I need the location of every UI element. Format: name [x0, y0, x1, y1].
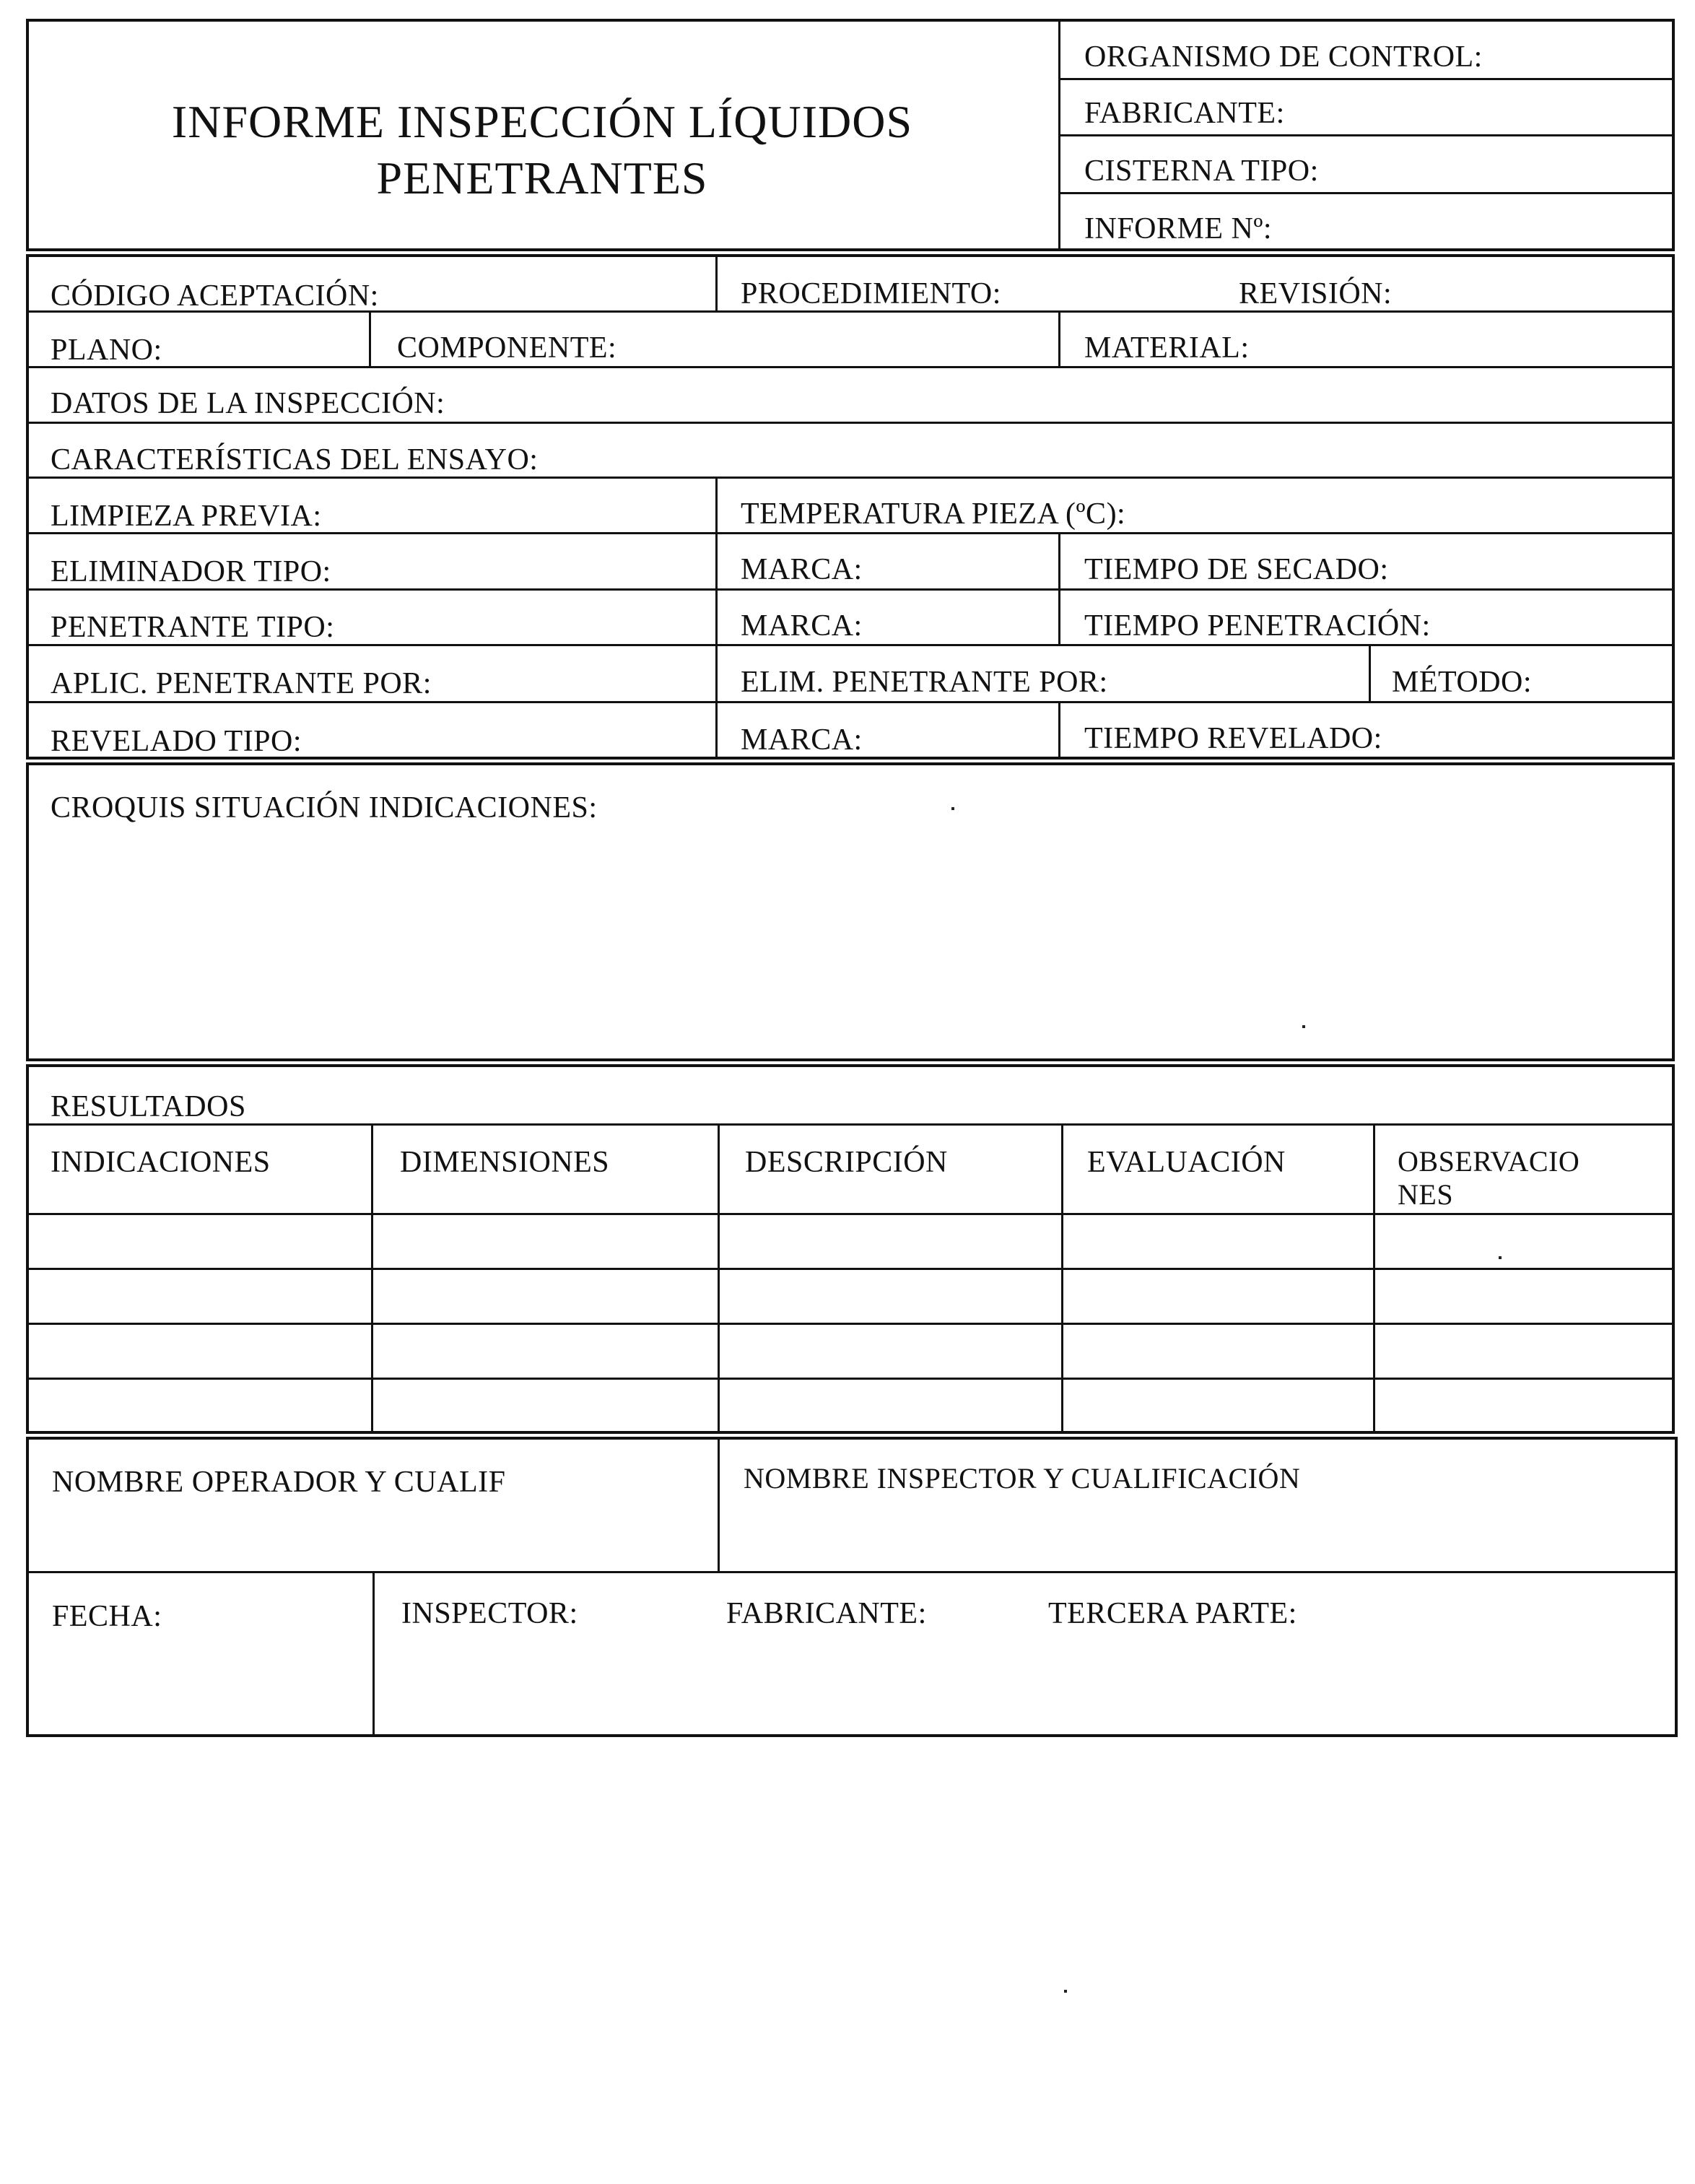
inspector-nombre-label: NOMBRE INSPECTOR Y CUALIFICACIÓN — [744, 1462, 1301, 1495]
cisterna-label: CISTERNA TIPO: — [1084, 155, 1319, 188]
inspection-form — [26, 19, 1675, 1737]
resultados-label: RESULTADOS — [51, 1090, 246, 1123]
limpieza-previa-label: LIMPIEZA PREVIA: — [51, 500, 322, 533]
col-dimensiones: DIMENSIONES — [400, 1146, 610, 1179]
tiempo-penetracion-label: TIEMPO PENETRACIÓN: — [1084, 609, 1431, 643]
title-line-1: INFORME INSPECCIÓN LÍQUIDOS — [171, 96, 913, 147]
col-evaluacion: EVALUACIÓN — [1087, 1146, 1286, 1179]
penetrante-tipo-label: PENETRANTE TIPO: — [51, 611, 335, 644]
tiempo-revelado-label: TIEMPO REVELADO: — [1084, 722, 1382, 755]
eliminador-tipo-label: ELIMINADOR TIPO: — [51, 555, 331, 588]
col-observaciones: OBSERVACIO NES — [1398, 1145, 1580, 1211]
croquis-label: CROQUIS SITUACIÓN INDICACIONES: — [51, 791, 598, 825]
stray-mark — [1064, 1990, 1067, 1993]
temperatura-pieza-label: TEMPERATURA PIEZA (ºC): — [741, 497, 1126, 531]
fecha-label: FECHA: — [52, 1600, 162, 1633]
plano-label: PLANO: — [51, 334, 162, 367]
operador-label: NOMBRE OPERADOR Y CUALIF — [52, 1466, 506, 1499]
elim-penetrante-label: ELIM. PENETRANTE POR: — [741, 666, 1108, 699]
informe-label: INFORME Nº: — [1084, 212, 1273, 245]
penetrante-marca-label: MARCA: — [741, 609, 863, 643]
metodo-label: MÉTODO: — [1392, 666, 1533, 699]
sign-fabricante-label: FABRICANTE: — [726, 1597, 927, 1630]
procedimiento-label: PROCEDIMIENTO: — [741, 277, 1001, 310]
inspector-label: INSPECTOR: — [401, 1597, 578, 1630]
componente-label: COMPONENTE: — [397, 331, 617, 365]
eliminador-marca-label: MARCA: — [741, 553, 863, 586]
aplic-penetrante-label: APLIC. PENETRANTE POR: — [51, 667, 432, 700]
codigo-aceptacion-label: CÓDIGO ACEPTACIÓN: — [51, 279, 379, 313]
tercera-parte-label: TERCERA PARTE: — [1048, 1597, 1297, 1630]
title-line-2: PENETRANTES — [376, 152, 708, 204]
col-descripcion: DESCRIPCIÓN — [745, 1146, 948, 1179]
caracteristicas-label: CARACTERÍSTICAS DEL ENSAYO: — [51, 443, 539, 477]
revelado-marca-label: MARCA: — [741, 723, 863, 757]
datos-inspeccion-label: DATOS DE LA INSPECCIÓN: — [51, 387, 445, 420]
revelado-tipo-label: REVELADO TIPO: — [51, 725, 302, 758]
revision-label: REVISIÓN: — [1239, 277, 1393, 310]
material-label: MATERIAL: — [1084, 331, 1250, 365]
form-title — [26, 94, 1058, 206]
organismo-label: ORGANISMO DE CONTROL: — [1084, 40, 1483, 74]
col-indicaciones: INDICACIONES — [51, 1146, 271, 1179]
tiempo-secado-label: TIEMPO DE SECADO: — [1084, 553, 1389, 586]
header-fabricante-label: FABRICANTE: — [1084, 97, 1285, 130]
